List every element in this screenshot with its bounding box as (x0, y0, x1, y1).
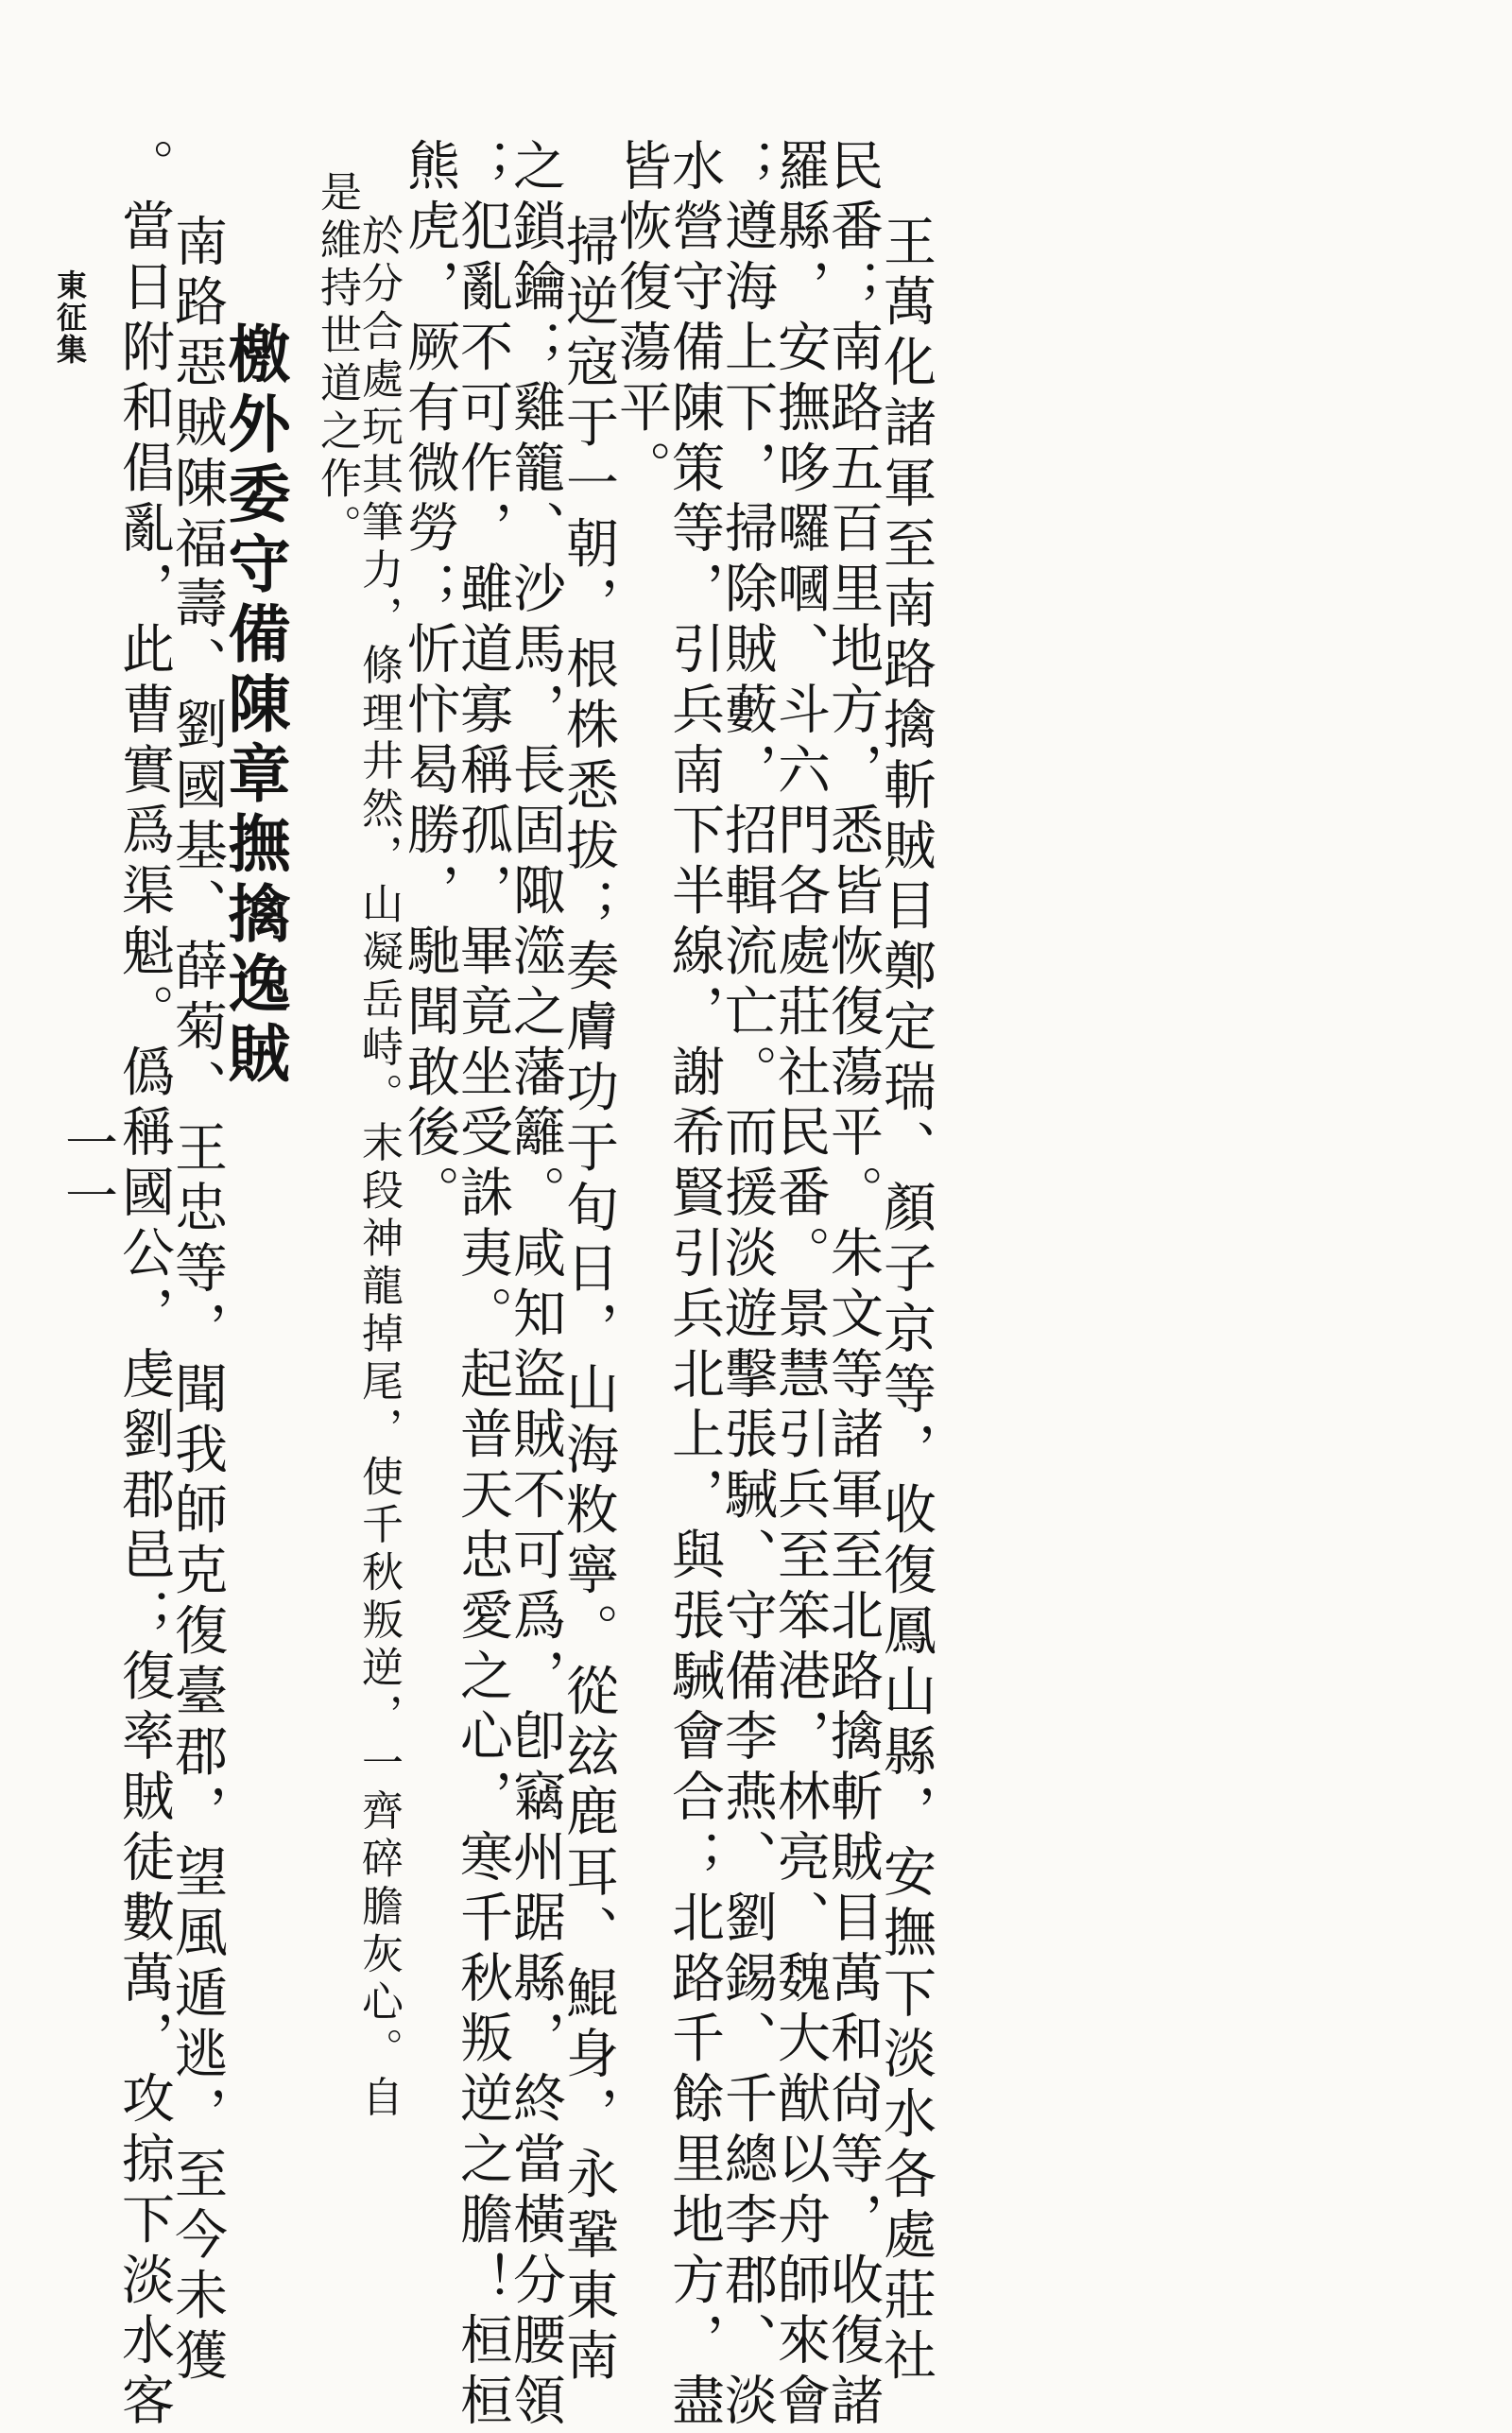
commentary-column-1: 於分合處玩其筆力，條理井然，山凝岳峙。末段神龍掉尾，使千秋叛逆，一齊碎膽灰心。自 (354, 214, 403, 2123)
text-column-p1-5: 水營守備陳策等，引兵南下半線，謝希賢引兵北上，與張駴會合；北路千餘里地方，盡 (663, 138, 725, 2433)
text-column-p1-3: 羅縣，安撫哆囉嘓、斗六門各處莊社民番。景慧引兵至笨港，林亮、魏大猷以舟師來會 (769, 138, 831, 2433)
text-column-p1-2: 民番；南路五百里地方，悉皆恢復蕩平。朱文等諸軍至北路擒斬賊目萬和尙等，收復諸 (822, 138, 884, 2433)
text-column-p3-1: 南路惡賊陳福壽、劉國基、薛菊、王忠等，聞我師克復臺郡，望風遁逃，至今未獲 (166, 214, 228, 2389)
text-column-p1-4: ；遵海上下，掃除賊藪，招輯流亡。而援淡遊擊張駴、守備李燕、劉錫、千總李郡、淡 (716, 138, 778, 2433)
text-column-p1-6: 皆恢復蕩平。 (610, 138, 672, 501)
text-column-p2-2: 之鎖鑰；雞籠、沙馬，長固陬澨之藩籬。咸知盜賊不可爲，卽竊州踞縣，終當橫分腰領 (505, 138, 566, 2433)
section-heading: 檄外委守備陳章撫擒逸賊 (217, 321, 291, 1091)
text-column-p1-1: 王萬化諸軍至南路擒斬賊目鄭定瑞、顏子京等，收復鳳山縣，安撫下淡水各處莊社 (875, 214, 936, 2389)
text-column-p3-2: 。當日附和倡亂，此曹實爲渠魁。僞稱國公，虔劉郡邑；復率賊徒數萬，攻掠下淡水客 (113, 138, 175, 2433)
text-column-p2-4: 熊虎，厥有微勞；忻忭曷勝，馳聞敢後。 (399, 138, 460, 1226)
text-column-p2-1: 掃逆寇于一朝，根株悉拔；奏膚功于旬日，山海敉寧。從玆鹿耳、鯤身，永鞏東南 (558, 214, 619, 2389)
running-title: 東征集 (52, 269, 88, 366)
commentary-column-2: 是維持世道之作。 (313, 170, 361, 552)
page-number: 一一 (57, 1115, 118, 1221)
text-column-p2-3: ；犯亂不可作，雖道寡稱孤，畢竟坐受誅夷。起普天忠愛之心，寒千秋叛逆之膽！桓桓 (452, 138, 513, 2433)
